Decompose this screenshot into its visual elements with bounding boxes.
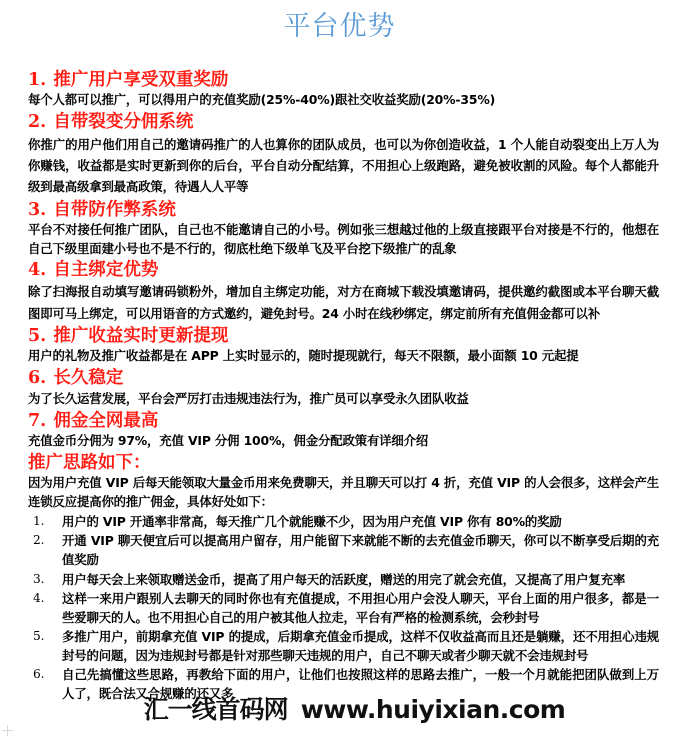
document-page (0, 11, 673, 740)
section-number-5: 5. (28, 326, 47, 347)
section-number-3: 3. (28, 199, 47, 220)
page-title: 平台优势 (283, 11, 396, 42)
watermark-brand: 汇一线首码网 (143, 695, 288, 724)
section-body-6: 为了长久运营发展，平台会严厉打击违规违法行为，推广员可以享受永久团队收益 (28, 390, 469, 406)
section-body-4: 除了扫海报自动填写邀请码锁粉外，增加自主绑定功能，对方在商城下载没填邀请码，提供邀约截图或本平台聊天截图即可马上绑定，可以用语音的方式邀约，避免封号。24 小时在线秒绑定，绑定前所有充值佣金都可以补 (28, 284, 659, 321)
section-body-5: 用户的礼物及推广收益都是在 APP 上实时显示的，随时提现就行，每天不限额，最小面额 10 元起提 (28, 348, 579, 364)
list-item: 用户每天会上来领取赠送金币，提高了用户每天的活跃度，赠送的用完了就会充值，又提高了用户复充率 (62, 571, 626, 587)
section-heading-7 (28, 410, 659, 432)
list-item: 自己先搞懂这些思路，再教给下面的用户，让他们也按照这样的思路去推广，一般一个月就能把团队做到上万人了，既合法又合规赚的还又多 (62, 667, 659, 702)
section-heading-5 (28, 325, 659, 347)
section-title-4: 自主绑定优势 (53, 260, 159, 281)
section-body-3: 平台不对接任何推广团队，自己也不能邀请自己的小号。例如张三想越过他的上级直接跟平台对接是不行的，他想在自己下级里面建小号也不是不行的，彻底杜绝下级单飞及平台挖下级推广的乱象 (28, 221, 659, 256)
list-item: 开通 VIP 聊天便宜后可以提高用户留存，用户能留下来就能不断的去充值金币聊天，你可以不断享受后期的充值奖励 (62, 533, 659, 568)
section-heading-1 (28, 69, 659, 91)
section-number-2: 2. (28, 112, 47, 133)
section-title-6: 长久稳定 (53, 368, 124, 389)
section-heading-3 (28, 199, 659, 221)
title-spacer (28, 42, 659, 69)
watermark-url: www.huiyixian.com (300, 695, 566, 724)
list-item: 多推广用户，前期拿充值 VIP 的提成，后期拿充值金币提成，这样不仅收益高而且还是躺赚，还不用担心违规封号的问题，因为违规封号都是针对那些聊天违规的用户，自己不聊天或者少聊天就不会违规封号 (62, 628, 659, 663)
list-item: 用户的 VIP 开通率非常高，每天推广几个就能赚不少，因为用户充值 VIP 你有 80%的奖励 (62, 514, 562, 530)
section-number-6: 6. (28, 368, 47, 389)
section-body-2: 你推广的用户他们用自己的邀请码推广的人也算你的团队成员，也可以为你创造收益，1 个人能自动裂变出上万人为你赚钱，收益都是实时更新到你的后台，平台自动分配结算，不用担心上级跑路，避免被收割的风险。每个人都能升级到最高级拿到最高政策，待遇人人平等 (28, 136, 659, 195)
section-body-7: 充值金币分佣为 97%，充值 VIP 分佣 100%，佣金分配政策有详细介绍 (28, 432, 429, 448)
strategy-heading: 推广思路如下： (28, 452, 151, 473)
section-heading-2 (28, 111, 659, 133)
crop-mark-icon (2, 725, 13, 736)
section-number-4: 4. (28, 260, 47, 281)
section-title-1: 推广用户享受双重奖励 (53, 70, 229, 91)
section-number-7: 7. (28, 410, 47, 431)
section-title-5: 推广收益实时更新提现 (53, 326, 229, 347)
list-item: 这样一来用户跟别人去聊天的同时你也有充值提成，不用担心用户会没人聊天，平台上面的用户很多，都是一些爱聊天的人。也不用担心自己的用户被其他人拉走，平台有严格的检测系统，会秒封号 (62, 590, 659, 625)
section-number-1: 1. (28, 70, 47, 91)
strategy-list (28, 512, 659, 703)
section-heading-6 (28, 367, 659, 389)
section-body-1: 每个人都可以推广，可以得用户的充值奖励(25%-40%)跟社交收益奖励(20%-35%) (28, 92, 496, 108)
section-title-3: 自带防作弊系统 (53, 199, 176, 220)
section-title-2: 自带裂变分佣系统 (53, 112, 194, 133)
strategy-intro: 因为用户充值 VIP 后每天能领取大量金币用来免费聊天，并且聊天可以打 4 折，充值 VIP 的人会很多，这样会产生连锁反应提高你的推广佣金，具体好处如下： (28, 475, 659, 509)
section-heading-4 (28, 259, 659, 281)
section-title-7: 佣金全网最高 (53, 410, 159, 431)
